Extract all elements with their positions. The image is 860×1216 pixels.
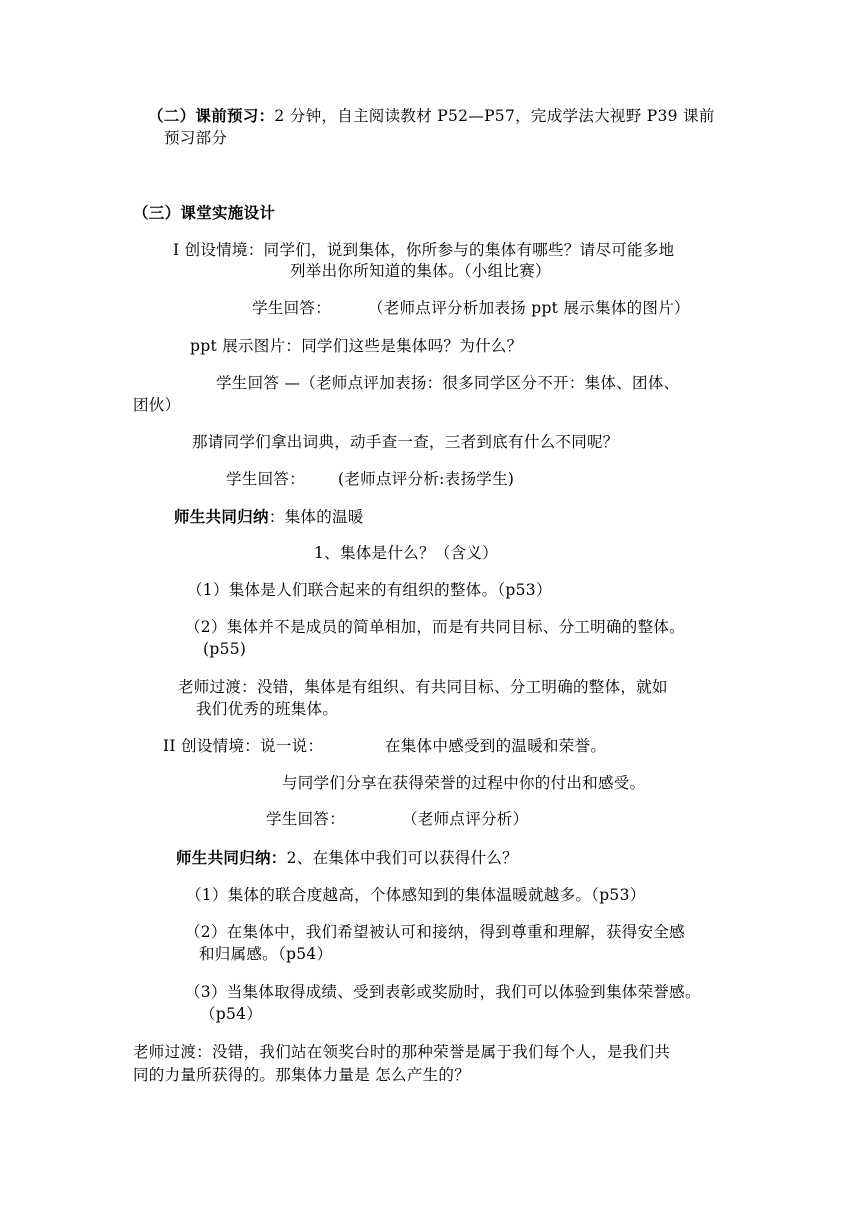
part1-answer-2: （2）集体并不是成员的简单相加，而是有共同目标、分工明确的整体。 [185,618,685,636]
part1-ppt-question: ppt 展示图片：同学们这些是集体吗？为什么？ [190,337,523,355]
part1-summary-text: ：集体的温暖 [268,508,364,526]
part2-transition-line-2: 同的力量所获得的。那集体力量是 怎么产生的？ [133,1066,471,1084]
part1-question-1: 1、集体是什么？（含义） [314,544,498,562]
part1-summary [174,507,364,527]
part1-transition-line-1: 老师过渡：没错，集体是有组织、有共同目标、分工明确的整体，就如 [178,678,668,696]
part2-student-answer-label: 学生回答： [266,810,346,828]
part2-answer-3-page: （p54） [200,1005,263,1023]
part2-answer-2-cont: 和归属感。（p54） [199,945,333,963]
part1-answer-1: （1）集体是人们联合起来的有组织的整体。（p53） [187,581,552,599]
part1-teacher-comment-2: (老师点评分析:表扬学生) [338,470,515,488]
part2-answer-1: （1）集体的联合度越高，个体感知到的集体温暖就越多。（p53） [186,886,646,904]
part2-answer-3: （3）当集体取得成绩、受到表彰或奖励时，我们可以体验到集体荣誉感。 [185,983,701,1001]
preview-line-1 [148,106,715,126]
part2-summary [176,848,518,868]
part2-scenario-label: II 创设情境：说一说： [163,737,324,755]
part1-student-answer-2-cont: 团伙） [133,396,181,414]
part1-student-answer-2: 学生回答 —（老师点评加表扬：很多同学区分不开：集体、团体、 [216,374,680,392]
design-heading: （三）课堂实施设计 [133,203,276,222]
part1-answer-2-page: (p55) [203,640,247,658]
part2-summary-label: 师生共同归纳： [176,848,287,867]
part1-teacher-comment: （老师点评分析加表扬 ppt 展示集体的图片） [368,299,690,317]
part2-answer-2: （2）在集体中，我们希望被认可和接纳，得到尊重和理解，获得安全感 [185,923,685,941]
preview-text: 2 分钟，自主阅读教材 P52—P57，完成学法大视野 P39 课前 [274,107,715,125]
part2-share-task: 与同学们分享在获得荣誉的过程中你的付出和感受。 [282,774,646,792]
part1-summary-label: 师生共同归纳 [174,507,269,526]
part1-scenario-line-2: 列举出你所知道的集体。（小组比赛） [290,262,551,280]
part2-scenario-text: 在集体中感受到的温暖和荣誉。 [385,737,607,755]
part2-summary-text: 2、在集体中我们可以获得什么？ [286,849,518,867]
preview-heading: （二）课前预习： [148,106,275,125]
part1-dictionary-task: 那请同学们拿出词典，动手查一查，三者到底有什么不同呢？ [192,433,619,451]
part1-student-answer-3-label: 学生回答： [226,470,306,488]
preview-line-2: 预习部分 [164,129,228,147]
part1-scenario-line-1: I 创设情境：同学们，说到集体，你所参与的集体有哪些？请尽可能多地 [173,241,675,259]
part1-student-answer-label: 学生回答： [252,299,332,317]
part2-teacher-comment: （老师点评分析） [402,810,529,828]
part1-transition-line-2: 我们优秀的班集体。 [196,700,339,718]
part2-transition-line-1: 老师过渡：没错，我们站在领奖台时的那种荣誉是属于我们每个人，是我们共 [133,1043,671,1061]
